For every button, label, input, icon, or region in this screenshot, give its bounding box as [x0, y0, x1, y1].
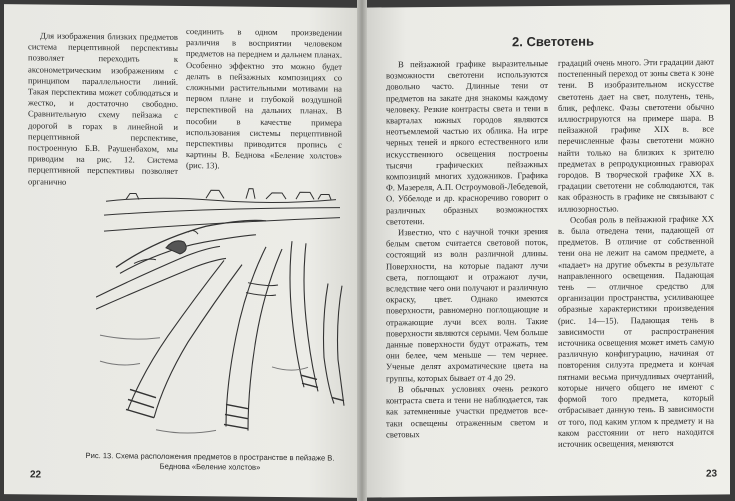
left-col2-paragraph: соединить в одном произведении различия в восприятии человеком предметов на переднем и дальнем планах. Особенно эффектно это можно будет делать в пейзажных композициях со сложными растительными мотивами на первом плане и глубокой воздушной перспективой на дальних планах. В пособии в качестве примера использования системы перцептивной перспективы приводится пропись с картины В. Беднова «Беление холстов» (рис. 13). — [186, 26, 342, 171]
section-heading: 2. Светотень — [512, 33, 594, 50]
left-page-column-1 — [28, 30, 178, 188]
left-page-column-2 — [186, 26, 342, 173]
left-page-number: 22 — [30, 469, 42, 481]
right-col2-paragraph-1: градаций очень много. Эти градации дают постепенный переход от зоны света к зоне тени. В изобразительном искусстве светотень дает на свет, полутень, тень, блик, рефлекс. Фазы светотени обычно иллюстрируются на примере шара. В пейзажной графике XIX в. все перечисленные фазы светотени можно найти только на близких к зрителю предметах в репродукционных гравюрах городов. В творческой графике XX в. градации светотени не соблюдаются, так как образность в графике не связывают с иллюзорностью. — [558, 56, 714, 214]
left-col1-paragraph: Для изображения близких предметов система перцептивной перспективы позволяет переходить к аксонометрическим изображениям с принципом параллельности линий. Такая перспектива может соблюдаться и жестко, и достаточно свободно. Сравнительную схему пейзажа с дорогой в горах в линейной и перцептивной перспективе, построенную Б.В. Раушенбахом, мы приводим на рис. 12. Система перцептивной перспективы позволяет органично — [28, 30, 178, 187]
right-col1-paragraph-1: В пейзажной графике выразительные возможности светотени используются довольно часто. Длинные тени от предметов на закате дня знакомы каждому человеку. Резкие контрасты света и тени в кварталах южных городов являются неотъемлемой частью их облика. На игре черных теней и яркого естественного или искусственного освещения построены тысячи графических пейзажных композиций многих художников. Графика Ф. Мазереля, А.П. Остроумовой-Лебедевой, О. Уббелоде и др. красноречиво говорит о различных образных возможностях светотени. — [386, 57, 548, 227]
figure-13-illustration — [96, 185, 346, 443]
right-col2-paragraph-2: Особая роль в пейзажной графике XX в. была отведена тени, падающей от предметов. В отличие от собственной тени она не лежит на самом предмете, а «падает» на другие объекты в результате направленного освещения. Падающая тень — отличное средство для организации пространства, усиливающее образные характеристики произведения (рис. 14—15). Падающая тень в зависимости от распространения источника освещения может иметь самую различную конфигурацию, начиная от повторения силуэта предмета и кончая пятнами весьма причудливых очертаний, которые ничего общего не имеют с формой того предмета, который отбрасывает данную тень. В зависимости от того, под каким углом к предмету и на каком расстоянии от него находится источник освещения, меняются — [558, 213, 714, 449]
right-col1-paragraph-2: Известно, что с научной точки зрения белым светом считается световой поток, состоящий из волн различной длины. Поверхности, на которые падают лучи света, поглощают и отражают лучи, вследствие чего они получают и различную окраску, цвет. Однако имеются поверхности, равномерно поглощающие и отражающие лучи всех волн. Такие поверхности являются серыми. Чем больше данные поверхности будут отражать, тем они белее, чем меньше — тем чернее. Ученые делят ахроматические цвета на группы, которых бывает от 4 до 29. — [386, 226, 548, 384]
left-page — [4, 4, 362, 498]
right-page — [362, 4, 730, 497]
right-page-number: 23 — [706, 468, 718, 480]
right-col1-paragraph-3: В обычных условиях очень резкого контраста света и тени не наблюдается, так как затемненные участки предметов все-таки освещены отраженным светом и световых — [386, 382, 548, 440]
right-page-column-1 — [386, 58, 548, 440]
figure-13-caption: Рис. 13. Схема расположения предметов в пространстве в пейзаже В. Беднова «Беление холстов» — [85, 450, 335, 472]
right-page-column-2 — [558, 57, 714, 450]
book-gutter — [357, 0, 367, 501]
